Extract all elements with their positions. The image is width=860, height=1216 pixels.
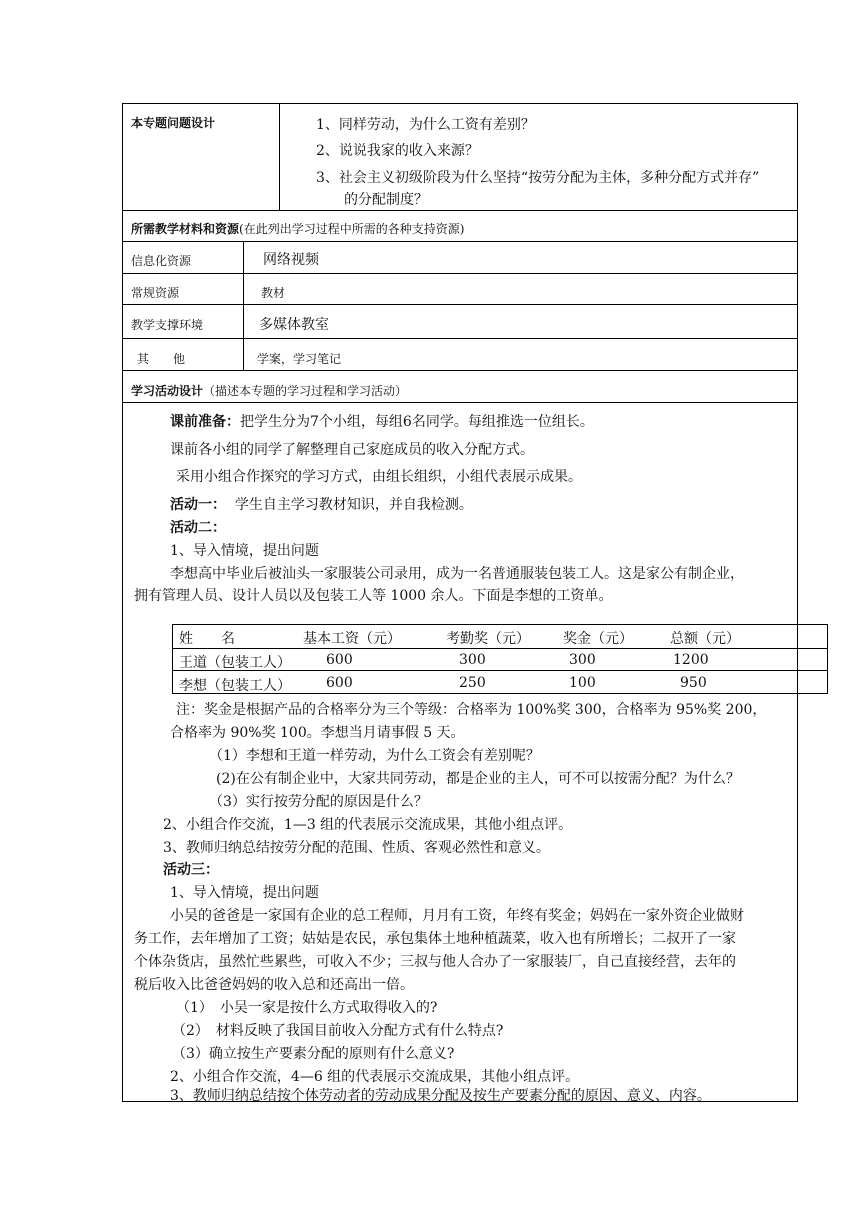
bonus-note-2: 合格率为 90%奖 100。李想当月请事假 5 天。 bbox=[170, 725, 465, 741]
salary-header-total: 总额（元） bbox=[670, 631, 740, 647]
activity-1-line bbox=[170, 494, 473, 514]
topic-questions-label: 本专题问题设计 bbox=[131, 116, 216, 130]
column-divider bbox=[243, 241, 244, 370]
bonus-note-1: 注：奖金是根据产品的合格率分为三个等级：合格率为 100%奖 300，合格率为 95%奖 200， bbox=[176, 702, 767, 718]
materials-note: (在此列出学习过程中所需的各种支持资源) bbox=[239, 222, 465, 236]
activity-3-question-1: （1） 小吴一家是按什么方式取得收入的? bbox=[176, 1000, 438, 1016]
activity-1-label: 活动一： bbox=[170, 497, 226, 513]
activity-3-question-2: （2） 材料反映了我国目前收入分配方式有什么特点? bbox=[172, 1023, 504, 1039]
salary-cell-total: 1200 bbox=[673, 652, 709, 668]
activity-2-question-3: （3）实行按劳分配的原因是什么？ bbox=[209, 794, 428, 810]
activity-3-paragraph-1: 小吴的爸爸是一家国有企业的总工程师，月月有工资，年终有奖金；妈妈在一家外资企业做财 bbox=[170, 908, 744, 924]
activity-3-question-3: （3）确立按生产要素分配的原则有什么意义? bbox=[172, 1046, 455, 1062]
salary-cell-name: 李想（包装工人） bbox=[179, 678, 291, 694]
salary-cell-bonus: 100 bbox=[569, 675, 596, 691]
activity-3-paragraph-4: 税后收入比爸爸妈妈的收入总和还高出一倍。 bbox=[134, 977, 414, 993]
prep-label: 课前准备： bbox=[170, 414, 240, 430]
activity-2-step-2: 2、小组合作交流，1—3 组的代表展示交流成果，其他小组点评。 bbox=[163, 817, 573, 833]
activity-3-intro: 1、导入情境，提出问题 bbox=[170, 885, 319, 901]
materials-header bbox=[131, 220, 464, 237]
row-divider bbox=[123, 210, 797, 211]
activity-2-paragraph-2: 拥有管理人员、设计人员以及包装工人等 1000 余人。下面是李想的工资单。 bbox=[134, 588, 613, 604]
activity-3-step-3: 3、教师归纳总结按个体劳动者的劳动成果分配及按生产要素分配的原因、意义、内容。 bbox=[170, 1088, 711, 1104]
activity-2-question-1: （1）李想和王道一样劳动，为什么工资会有差别呢？ bbox=[209, 748, 540, 764]
row-divider bbox=[123, 273, 797, 274]
activity-2-step-3: 3、教师归纳总结按劳分配的范围、性质、客观必然性和意义。 bbox=[163, 840, 550, 856]
salary-row-divider bbox=[173, 648, 827, 649]
activity-1-text: 学生自主学习教材知识，并自我检测。 bbox=[234, 497, 473, 513]
resource-label-environment: 教学支撑环境 bbox=[131, 318, 204, 332]
resource-label-other: 其 他 bbox=[137, 352, 186, 366]
row-divider bbox=[123, 338, 797, 339]
prep-line bbox=[170, 411, 594, 431]
activity-title: 学习活动设计 bbox=[131, 384, 204, 398]
prep-line-3: 采用小组合作探究的学习方式，由组长组织，小组代表展示成果。 bbox=[176, 469, 582, 485]
salary-cell-name: 王道（包装工人） bbox=[179, 655, 291, 671]
resource-value-regular: 教材 bbox=[261, 286, 286, 300]
materials-title: 所需教学材料和资源 bbox=[131, 222, 240, 236]
activity-2-intro: 1、导入情境，提出问题 bbox=[170, 543, 319, 559]
activity-note: （描述本专题的学习过程和学习活动） bbox=[203, 384, 408, 398]
salary-header-bonus: 奖金（元） bbox=[563, 631, 633, 647]
salary-cell-base: 600 bbox=[326, 675, 353, 691]
activity-2-question-2: (2)在公有制企业中，大家共同劳动，都是企业的主人，可不可以按需分配？为什么？ bbox=[216, 771, 740, 787]
activity-3-paragraph-3: 个体杂货店，虽然忙些累些，可收入不少；三叔与他人合办了一家服装厂，自己直接经营，去年的 bbox=[134, 954, 736, 970]
salary-cell-bonus: 300 bbox=[569, 652, 596, 668]
row-divider bbox=[123, 370, 797, 371]
lesson-plan-table bbox=[122, 103, 798, 1102]
question-2: 2、说说我家的收入来源？ bbox=[316, 143, 479, 159]
prep-line-2: 课前各小组的同学了解整理自己家庭成员的收入分配方式。 bbox=[170, 442, 534, 458]
activity-3-label: 活动三： bbox=[163, 862, 219, 878]
resource-value-environment: 多媒体教室 bbox=[259, 317, 329, 333]
salary-table bbox=[172, 624, 828, 694]
salary-header-attendance: 考勤奖（元） bbox=[446, 631, 530, 647]
salary-cell-attendance: 300 bbox=[459, 652, 486, 668]
question-1: 1、同样劳动，为什么工资有差别？ bbox=[316, 117, 535, 133]
resource-value-digital: 网络视频 bbox=[263, 252, 319, 268]
salary-header-name: 姓 名 bbox=[179, 631, 235, 647]
prep-text: 把学生分为7个小组，每组6名同学。每组推选一位组长。 bbox=[240, 414, 594, 430]
activity-3-paragraph-2: 务工作，去年增加了工资；姑姑是农民，承包集体土地种植蔬菜，收入也有所增长；二叔开了一家 bbox=[134, 931, 736, 947]
question-3-continued: 的分配制度？ bbox=[344, 192, 428, 208]
activity-2-paragraph-1: 李想高中毕业后被汕头一家服装公司录用，成为一名普通服装包装工人。这是家公有制企业， bbox=[170, 566, 744, 582]
activity-header bbox=[131, 382, 407, 399]
salary-cell-total: 950 bbox=[680, 675, 707, 691]
column-divider bbox=[279, 104, 280, 210]
resource-label-regular: 常规资源 bbox=[131, 286, 180, 300]
salary-cell-base: 600 bbox=[326, 652, 353, 668]
salary-cell-attendance: 250 bbox=[459, 675, 486, 691]
salary-header-base: 基本工资（元） bbox=[303, 631, 401, 647]
activity-3-step-2: 2、小组合作交流，4—6 组的代表展示交流成果，其他小组点评。 bbox=[170, 1069, 580, 1085]
row-divider bbox=[123, 241, 797, 242]
resource-label-digital: 信息化资源 bbox=[131, 254, 192, 268]
row-divider bbox=[123, 304, 797, 305]
resource-value-other: 学案，学习笔记 bbox=[257, 352, 342, 366]
question-3: 3、社会主义初级阶段为什么坚持“按劳分配为主体，多种分配方式并存” bbox=[316, 170, 760, 186]
activity-2-label: 活动二： bbox=[170, 520, 226, 536]
row-divider bbox=[123, 402, 797, 403]
